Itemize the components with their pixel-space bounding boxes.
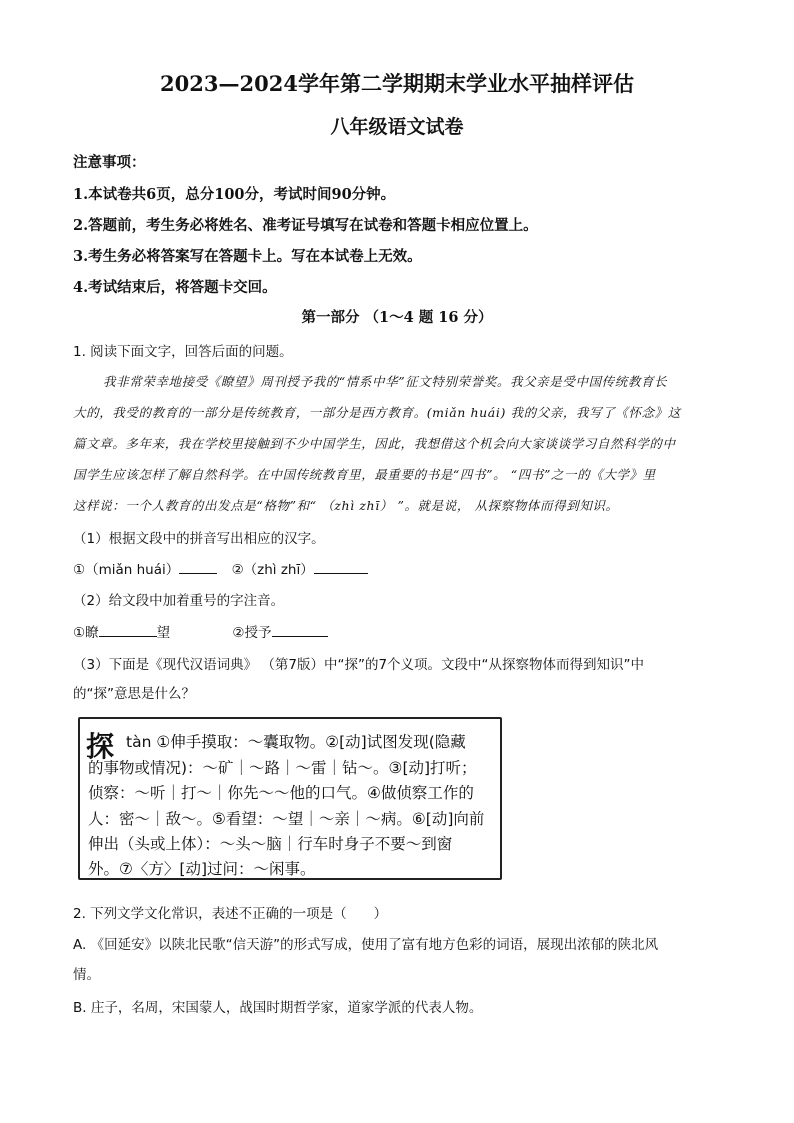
notes-heading: 注意事项： xyxy=(73,154,146,171)
passage-line: 大的，我受的教育的一部分是传统教育，一部分是西方教育。(miǎn huái) 我的父亲，我写了《怀念》这 xyxy=(73,405,681,420)
note-item: 1.本试卷共6页，总分100分，考试时间90分钟。 xyxy=(73,186,396,203)
subquestion-1: （1）根据文段中的拼音写出相应的汉字。 xyxy=(73,531,325,547)
question-1-stem: 1. 阅读下面文字，回答后面的问题。 xyxy=(73,344,293,360)
answer-blank[interactable] xyxy=(272,624,328,637)
subquestion-2-answers xyxy=(73,621,328,641)
answer-2-label: ②（zhì zhī） xyxy=(231,562,314,578)
note-item: 3.考生务必将答案写在答题卡上。写在本试卷上无效。 xyxy=(73,248,422,265)
exam-title: 2023—2024学年第二学期期末学业水平抽样评估 xyxy=(160,71,634,96)
answer-blank[interactable] xyxy=(314,561,368,574)
subquestion-3-line: （3）下面是《现代汉语词典》 （第7版）中“探”的7个义项。文段中“从探察物体而得到知识”中 xyxy=(73,657,645,673)
exam-subtitle: 八年级语文试卷 xyxy=(330,116,464,138)
option-a-continued: 情。 xyxy=(73,967,100,983)
passage-line: 我非常荣幸地接受《瞭望》周刊授予我的“情系中华”征文特别荣誉奖。我父亲是受中国传统教育长 xyxy=(103,374,668,389)
passage-line: 这样说：一个人教育的出发点是“格物”和“ （zhì zhī） ”。就是说， 从探察物体而得到知识。 xyxy=(73,498,619,513)
answer-1-label: ①（miǎn huái） xyxy=(73,562,180,578)
subquestion-3-line: 的“探”意思是什么？ xyxy=(73,686,195,702)
passage-line: 篇文章。多年来，我在学校里接触到不少中国学生，因此，我想借这个机会向大家谈谈学习自然科学的中 xyxy=(73,436,676,451)
dictionary-line: 侦察：～听｜打～｜你先～～他的口气。④做侦察工作的 xyxy=(88,784,474,802)
answer-1b-label: 望 xyxy=(156,625,171,641)
answer-2-label: ②授予 xyxy=(232,625,272,641)
dictionary-line: 的事物或情况)：～矿｜～路｜～雷｜钻～。③[动]打听； xyxy=(88,759,477,777)
dictionary-line: 人：密～｜敌～。⑤看望：～望｜～亲｜～病。⑥[动]向前 xyxy=(88,810,485,828)
dictionary-entry-box xyxy=(78,717,502,880)
dictionary-line: tàn ①伸手摸取：～囊取物。②[动]试图发现(隐藏 xyxy=(126,733,466,751)
part-heading: 第一部分 （1～4 题 16 分） xyxy=(301,309,493,326)
answer-blank[interactable] xyxy=(179,561,217,574)
question-2-stem: 2. 下列文学文化常识，表述不正确的一项是（ ） xyxy=(73,906,388,922)
option-a: A. 《回延安》以陕北民歌“信天游”的形式写成，使用了富有地方色彩的词语，展现出浓郁的陕北风 xyxy=(73,937,659,953)
answer-1a-label: ①瞭 xyxy=(73,625,99,641)
subquestion-1-answers xyxy=(73,558,368,578)
note-item: 2.答题前，考生务必将姓名、准考证号填写在试卷和答题卡相应位置上。 xyxy=(73,217,538,234)
dictionary-line: 外。⑦〈方〉[动]过问：～闲事。 xyxy=(88,860,316,878)
dictionary-line: 伸出（头或上体）：～头～脑｜行车时身子不要～到窗 xyxy=(88,835,453,853)
option-b: B. 庄子，名周，宋国蒙人，战国时期哲学家，道家学派的代表人物。 xyxy=(73,1000,483,1016)
note-item: 4.考试结束后，将答题卡交回。 xyxy=(73,279,277,296)
answer-blank[interactable] xyxy=(99,624,157,637)
subquestion-2: （2）给文段中加着重号的字注音。 xyxy=(73,593,285,609)
passage-line: 国学生应该怎样了解自然科学。在中国传统教育里，最重要的书是“四书”。 “四书”之一的《大学》里 xyxy=(73,467,656,482)
dictionary-headword: 探 xyxy=(86,730,115,763)
